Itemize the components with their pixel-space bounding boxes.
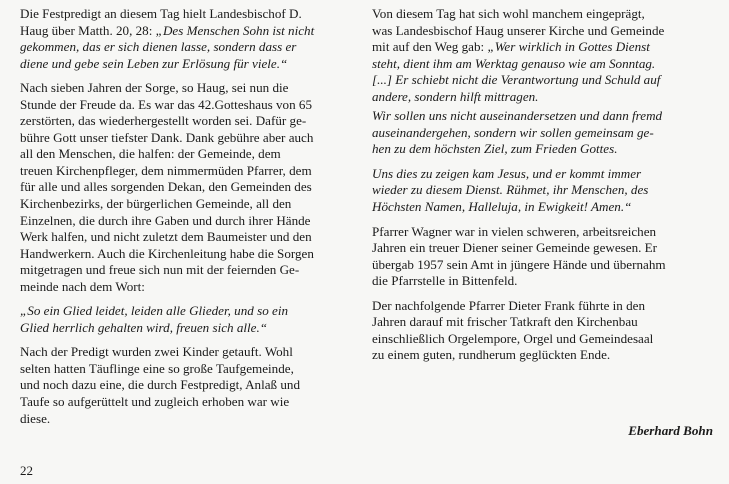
italic-text: Glied herrlich gehalten wird, freuen sich alle.“	[20, 319, 268, 335]
text-line	[20, 361, 357, 378]
text-line	[20, 196, 357, 213]
right-column	[372, 6, 713, 372]
text-run: Kirchenbezirks, der bürgerlichen Gemeinde, all den	[20, 196, 292, 212]
paragraph-wagner	[372, 224, 713, 290]
paragraph-frank	[372, 298, 713, 364]
text-line	[20, 377, 357, 394]
text-run: Taufe so aufgerüttelt und zugleich erhoben war wie	[20, 394, 290, 410]
italic-text: hen zu dem höchsten Ziel, zum Frieden Gottes.	[372, 141, 618, 157]
text-run: Jahren ein treuer Diener seiner Gemeinde gewesen. Er	[372, 240, 658, 256]
author-signature: Eberhard Bohn	[628, 423, 713, 438]
text-run: und noch dazu eine, die durch Festpredigt, Anlaß und	[20, 377, 300, 393]
text-line	[372, 166, 713, 183]
text-line	[20, 320, 357, 337]
text-line	[372, 347, 713, 364]
text-line	[372, 125, 713, 142]
italic-text: Wir sollen uns nicht auseinandersetzen und dann fremd	[372, 108, 663, 124]
text-run: Von diesem Tag hat sich wohl manchem eingeprägt,	[372, 6, 645, 21]
text-run: zerstörten, das wiederhergestellt worden sei. Dafür ge-	[20, 113, 307, 129]
text-line	[372, 23, 713, 40]
text-run: mitgetragen und freue sich nun mit der feiernden Ge-	[20, 262, 300, 278]
text-run: Nach sieben Jahren der Sorge, so Haug, sei nun die	[20, 80, 289, 96]
text-line	[372, 331, 713, 348]
text-run: selten hatten Täuflinge eine so große Taufgemeinde,	[20, 360, 294, 376]
text-line	[372, 298, 713, 315]
text-run: einschließlich Orgelempore, Orgel und Gemeindesaal	[372, 330, 654, 346]
text-run: all den Menschen, die halfen: der Gemeinde, dem	[20, 146, 281, 162]
text-line	[20, 146, 357, 163]
italic-text: „So ein Glied leidet, leiden alle Glieder, und so ein	[20, 303, 289, 319]
paragraph-taufe	[20, 344, 357, 427]
text-line	[20, 97, 357, 114]
text-line	[20, 23, 357, 40]
text-line	[20, 229, 357, 246]
text-line	[372, 199, 713, 216]
italic-text: andere, sondern hilft mittragen.	[372, 88, 539, 104]
text-run: übergab 1957 sein Amt in jüngere Hände und übernahm	[372, 256, 666, 272]
text-run: diese.	[20, 410, 51, 426]
text-line	[372, 224, 713, 241]
italic-text: [...] Er schiebt nicht die Verantwortung und Schuld auf	[372, 72, 661, 88]
text-line	[20, 246, 357, 263]
italic-text: „Des Menschen Sohn ist nicht	[155, 22, 315, 38]
italic-text: wieder zu diesem Dienst. Rühmet, ihr Menschen, des	[372, 182, 649, 198]
text-run: Werk halfen, und nicht zuletzt dem Baumeister und den	[20, 229, 312, 245]
quote-frieden	[372, 108, 713, 158]
left-column	[20, 6, 357, 435]
text-line	[20, 262, 357, 279]
text-line	[20, 113, 357, 130]
text-line	[20, 80, 357, 97]
text-line	[20, 130, 357, 147]
paragraph-eingepraegt	[372, 6, 713, 105]
text-run: für alle und alles sorgenden Dekan, den Gemeinden des	[20, 179, 312, 195]
italic-text: diene und gebe sein Leben zur Erlösung für viele.“	[20, 55, 288, 71]
text-run: was Landesbischof Haug unserer Kirche und Gemeinde	[372, 22, 665, 38]
text-run: Haug über Matth. 20, 28:	[20, 22, 156, 38]
text-run: mit auf den Weg gab:	[372, 39, 488, 55]
text-line	[372, 89, 713, 106]
text-line	[20, 6, 357, 23]
quote-jesus	[372, 166, 713, 216]
text-line	[372, 6, 713, 23]
page-number: 22	[20, 463, 33, 478]
text-run: Jahren darauf mit frischer Tatkraft den Kirchenbau	[372, 314, 638, 330]
text-line	[372, 39, 713, 56]
text-line	[20, 163, 357, 180]
text-run: meinde nach dem Wort:	[20, 278, 145, 294]
text-line	[20, 279, 357, 296]
text-line	[372, 273, 713, 290]
text-run: Der nachfolgende Pfarrer Dieter Frank führte in den	[372, 297, 646, 313]
text-run: Stunde der Freude da. Es war das 42.Gotteshaus von 65	[20, 96, 313, 112]
text-line	[20, 39, 357, 56]
paragraph-sorge	[20, 80, 357, 295]
text-run: treuen Kirchenpfleger, dem nimmermüden Pfarrer, dem	[20, 162, 312, 178]
italic-text: auseinandergehen, sondern wir sollen gemeinsam ge-	[372, 124, 654, 140]
text-line	[372, 240, 713, 257]
text-run: Nach der Predigt wurden zwei Kinder getauft. Wohl	[20, 344, 293, 360]
paragraph-festpredigt	[20, 6, 357, 72]
text-run: Einzelnen, die durch ihre Gaben und durch ihrer Hände	[20, 212, 311, 228]
italic-text: Höchsten Namen, Halleluja, in Ewigkeit! Amen.“	[372, 199, 632, 215]
text-line	[20, 213, 357, 230]
italic-text: gekommen, das er sich dienen lasse, sondern dass er	[20, 39, 297, 55]
text-run: zu einem guten, rundherum geglückten Ende.	[372, 347, 611, 363]
italic-text: „Wer wirklich in Gottes Dienst	[487, 39, 650, 55]
text-line	[372, 314, 713, 331]
text-line	[20, 411, 357, 428]
text-run: Die Festpredigt an diesem Tag hielt Landesbischof D.	[20, 6, 302, 21]
text-line	[372, 72, 713, 89]
text-line	[372, 56, 713, 73]
italic-text: steht, dient ihm am Werktag genauso wie am Sonntag.	[372, 55, 656, 71]
text-line	[372, 141, 713, 158]
text-line	[20, 179, 357, 196]
text-line	[20, 56, 357, 73]
quote-glied	[20, 303, 357, 336]
italic-text: Uns dies zu zeigen kam Jesus, und er kommt immer	[372, 165, 642, 181]
text-line	[372, 257, 713, 274]
text-line	[20, 303, 357, 320]
text-run: Handwerkern. Auch die Kirchenleitung habe die Sorgen	[20, 245, 314, 261]
text-line	[372, 108, 713, 125]
text-run: bühre Gott unser tiefster Dank. Dank gebühre aber auch	[20, 129, 314, 145]
text-run: Pfarrer Wagner war in vielen schweren, arbeitsreichen	[372, 223, 657, 239]
text-line	[372, 182, 713, 199]
text-line	[20, 344, 357, 361]
text-line	[20, 394, 357, 411]
text-run: die Pfarrstelle in Bittenfeld.	[372, 273, 518, 289]
